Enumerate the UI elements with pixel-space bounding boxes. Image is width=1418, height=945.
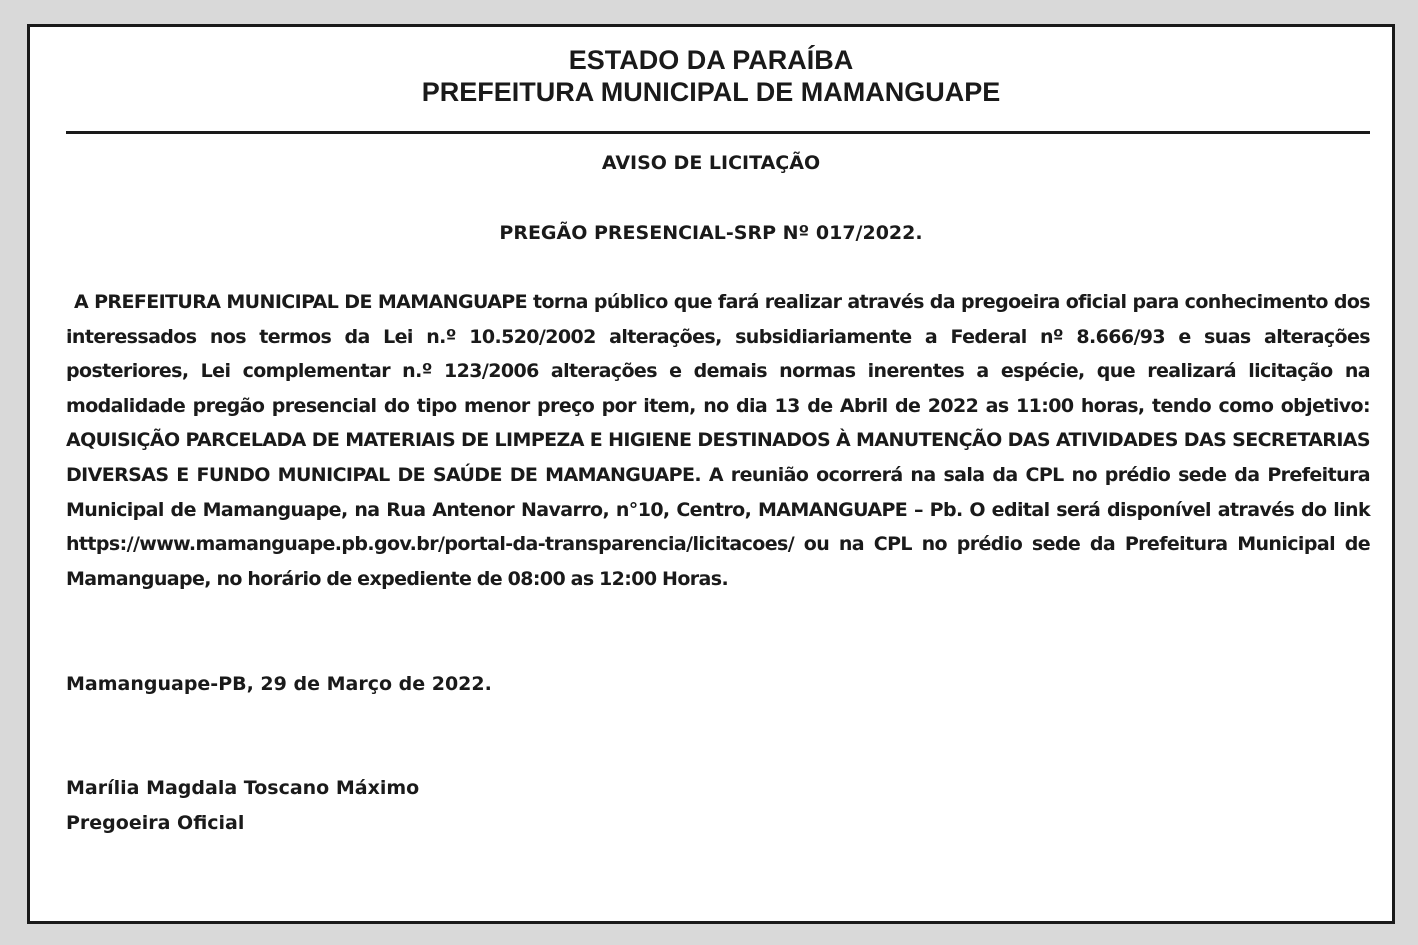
notice-subtitle: PREGÃO PRESENCIAL-SRP Nº 017/2022. — [499, 222, 923, 244]
signer-name: Marília Magdala Toscano Máximo — [66, 777, 420, 799]
state-heading: ESTADO DA PARAÍBA — [568, 45, 854, 75]
letterhead — [30, 44, 1392, 108]
header-divider — [66, 131, 1370, 134]
municipality-heading: PREFEITURA MUNICIPAL DE MAMANGUAPE — [421, 77, 1001, 107]
date-line: Mamanguape-PB, 29 de Março de 2022. — [66, 673, 492, 695]
notice-page — [27, 24, 1395, 924]
notice-body: A PREFEITURA MUNICIPAL DE MAMANGUAPE torna público que fará realizar através da pregoeira oficial para conhecimento dos interessados nos termos da Lei n.º 10.520/2002 alterações, subsidiariamente a Federal nº 8.666/93 e suas alterações posteriores, Lei complementar n.º 123/2006 alterações e demais normas inerentes a espécie, que realizará licitação na modalidade pregão presencial do tipo menor preço por item, no dia 13 de Abril de 2022 as 11:00 horas, tendo como objetivo: AQUISIÇÃO PARCELADA DE MATERIAIS DE LIMPEZA E HIGIENE DESTINADOS À MANUTENÇÃO DAS ATIVIDADES DAS SECRETARIAS DIVERSAS E FUNDO MUNICIPAL DE SAÚDE DE MAMANGUAPE. A reunião ocorrerá na sala da CPL no prédio sede da Prefeitura Municipal de Mamanguape, na Rua Antenor Navarro, n°10, Centro, MAMANGUAPE – Pb. O edital será disponível através do link https://www.mamanguape.pb.gov.br/portal-da-transparencia/licitacoes/ ou na CPL no prédio sede da Prefeitura Municipal de Mamanguape, no horário de expediente de 08:00 as 12:00 Horas. — [66, 291, 1370, 590]
notice-title: AVISO DE LICITAÇÃO — [601, 152, 821, 174]
signer-role: Pregoeira Oficial — [66, 812, 245, 834]
